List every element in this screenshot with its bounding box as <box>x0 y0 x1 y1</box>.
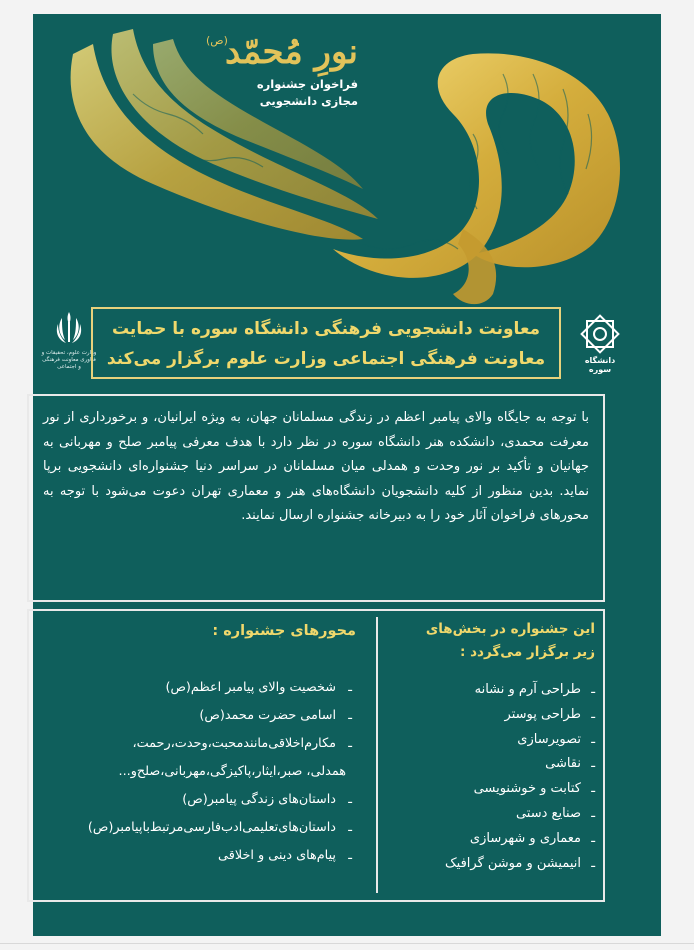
list-item-continuation: همدلی، صبر،ایثار،پاکیزگی،مهربانی،صلح‌و... <box>118 764 346 779</box>
sponsor-line1: معاونت دانشجویی فرهنگی دانشگاه سوره با حمایت <box>111 319 541 339</box>
intro-text: با توجه به جایگاه والای پیامبر اعظم در زندگی مسلمانان جهان، به ویژه ایرانیان، و برخورداری از نور معرفت محمدی، دانشکده هنر دانشگاه سوره در نظر دارد با هدف معرفی پیامبر صلح و مهربانی به جهانیان و تأکید بر نور وحدت و همدلی میان مسلمانان در سراسر دنیا جشنواره‌ای دانشجویی برپا نماید. بدین منظور از کلیه دانشجویان دانشگاه‌های هنر و معماری تهران دعوت می‌شود با توجه به محورهای فراخوان آثار خود را به دبیرخانه جشنواره ارسال نمایند. <box>43 410 589 524</box>
column-divider <box>376 617 378 893</box>
sections-heading-line1: این جشنواره در بخش‌های <box>425 621 595 637</box>
list-item: ـمعماری و شهرسازی <box>469 830 595 846</box>
list-item: ـطراحی آرم و نشانه <box>474 682 595 697</box>
sponsor-line2: معاونت فرهنگی اجتماعی وزارت علوم برگزار می‌کند <box>106 349 546 369</box>
festival-title-block <box>188 32 358 110</box>
list-item: ـطراحی پوستر <box>504 706 595 722</box>
ministry-caption: وزارت علوم، تحقیقات و فناوری معاونت فرهنگی و اجتماعی <box>41 350 97 370</box>
list-item: ـشخصیت والای پیامبر اعظم(ص) <box>165 680 352 695</box>
page-bottom-line <box>0 943 694 944</box>
university-emblem <box>578 312 622 378</box>
sections-heading-line2: زیر برگزار می‌گردد : <box>460 644 595 660</box>
sections-list <box>385 678 609 876</box>
ministry-emblem <box>40 308 98 378</box>
list-item: ـداستان‌های زندگی پیامبر(ص) <box>182 792 352 807</box>
sponsor-box <box>91 307 561 379</box>
university-caption: دانشگاه سوره <box>584 356 616 374</box>
axes-list <box>40 674 370 870</box>
list-item: ـداستان‌های‌تعلیمی‌ادب‌فارسی‌مرتبط‌باپیامبر(ص) <box>87 820 352 835</box>
axes-column <box>40 618 370 870</box>
iran-emblem-icon <box>40 308 98 350</box>
intro-box <box>27 394 605 602</box>
festival-title: نورِ مُحمّد <box>225 32 358 72</box>
festival-subtitle-line2: مجازی دانشجویی <box>259 94 358 108</box>
pbuh-mark: (ص) <box>206 34 228 47</box>
list-item: ـانیمیشن و موشن گرافیک <box>445 855 595 871</box>
sections-column <box>385 618 609 876</box>
list-item: ـمکارم‌اخلاقی‌مانندمحبت،وحدت،رحمت، <box>132 736 352 751</box>
festival-subtitle-line1: فراخوان جشنواره <box>256 77 358 91</box>
axes-heading: محورهای جشنواره : <box>212 623 356 639</box>
list-item: ـصنایع دستی <box>515 805 595 821</box>
list-item: ـکتابت و خوشنویسی <box>473 781 595 797</box>
list-item: ـپیام‌های دینی و اخلاقی <box>218 848 352 863</box>
list-item: ـتصویرسازی <box>517 731 595 747</box>
list-item: ـاسامی حضرت محمد(ص) <box>199 708 352 723</box>
soore-university-logo-icon <box>578 312 622 356</box>
list-item: ـنقاشی <box>545 756 595 772</box>
